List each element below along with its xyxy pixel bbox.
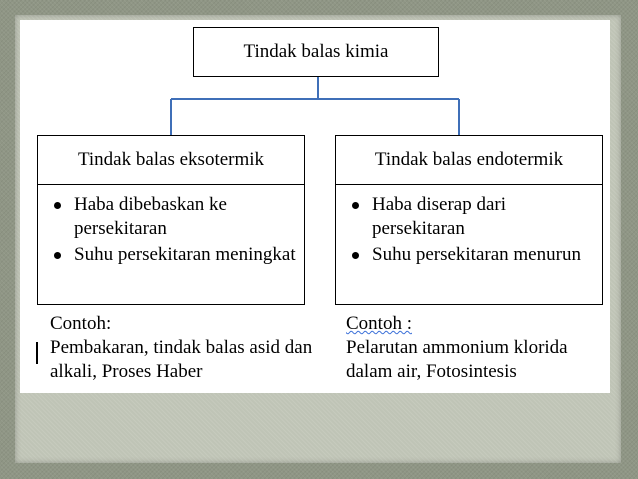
exothermic-heading: Tindak balas eksotermik [38, 136, 304, 185]
bullet-icon [352, 202, 359, 209]
list-item: Haba dibebaskan ke persekitaran [48, 193, 298, 241]
text-cursor [36, 342, 38, 364]
example-text: Pembakaran, tindak balas asid dan alkali, Proses Haber [50, 337, 313, 382]
bullet-icon [54, 202, 61, 209]
connector-line [171, 77, 459, 135]
exothermic-example [50, 312, 320, 384]
exothermic-points [38, 185, 304, 267]
endothermic-points [336, 185, 602, 267]
diagram-title: Tindak balas kimia [243, 41, 389, 62]
list-item: Suhu persekitaran menurun [346, 243, 596, 267]
endothermic-box [335, 135, 603, 305]
diagram-title-box [193, 27, 439, 77]
example-label: Contoh : [346, 313, 412, 334]
exothermic-box [37, 135, 305, 305]
example-text: Pelarutan ammonium klorida dalam air, Fotosintesis [346, 337, 568, 382]
bullet-icon [352, 252, 359, 259]
endothermic-example [346, 312, 616, 384]
bullet-icon [54, 252, 61, 259]
example-label: Contoh: [50, 313, 112, 334]
endothermic-heading: Tindak balas endotermik [336, 136, 602, 185]
list-item: Suhu persekitaran meningkat [48, 243, 298, 267]
list-item: Haba diserap dari persekitaran [346, 193, 596, 241]
